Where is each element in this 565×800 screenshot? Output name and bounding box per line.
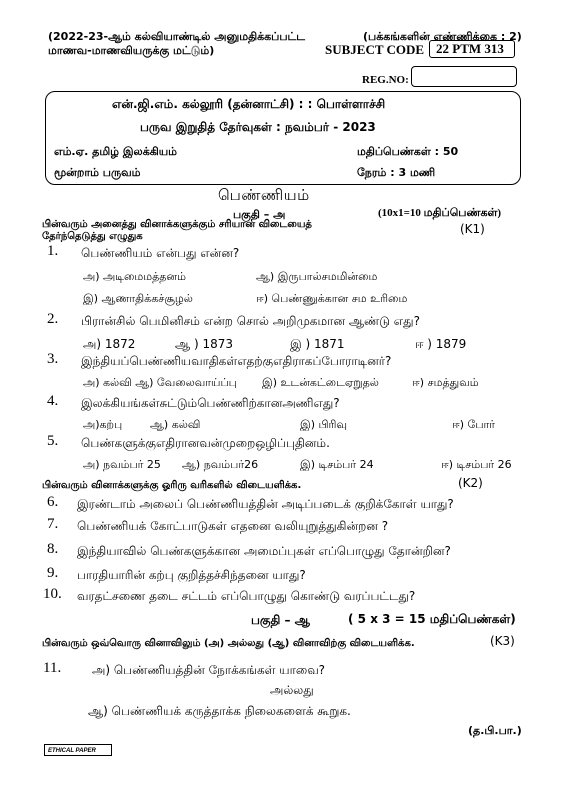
question-number: 1. [47, 243, 59, 259]
option: இ) உடன்கட்டைஏறுதல் [262, 376, 379, 389]
option: ஆ) இருபால்சமமின்மை [256, 270, 378, 283]
option: ஆ) நவம்பர்26 [182, 458, 259, 471]
option: ஆ) கல்வி [150, 418, 201, 431]
part-b-title: பகுதி – ஆ [251, 613, 310, 627]
option: இ) டிசம்பர் 24 [300, 458, 374, 471]
option: ஈ ) 1879 [415, 337, 467, 351]
subject-code-box [429, 40, 515, 58]
header-left-line2: மாணவ-மாணவியருக்கு மட்டும்) [48, 44, 215, 57]
part-b-k-level: (K3) [490, 634, 515, 648]
exam-title: பருவ இறுதித் தேர்வுகள் : நவம்பர் - 2023 [140, 120, 376, 134]
max-marks: மதிப்பெண்கள் : 50 [357, 145, 459, 158]
question-text: இந்தியாவில் பெண்களுக்கான அமைப்புகள் எப்பொழுது தோன்றின? [77, 544, 451, 558]
question-text-option-b: ஆ) பெண்ணியக் கருத்தாக்க நிலைகளைக் கூறுக. [88, 704, 351, 718]
exam-duration: நேரம் : 3 மணி [357, 166, 436, 179]
question-text: இலக்கியங்கள்சுட்டும்பெண்ணிற்கானஅணிஎது? [81, 396, 340, 410]
part-a2-k-level: (K2) [458, 476, 483, 490]
reg-no-label: REG.NO: [362, 74, 409, 86]
please-turn-over: (த.பி.பா.) [468, 724, 522, 737]
part-a-title: பகுதி – அ [233, 208, 286, 221]
part-b-instruction: பின்வரும் ஒவ்வொரு வினாவிலும் (அ) அல்லது (ஆ) வினாவிற்கு விடையளிக்க. [42, 638, 415, 649]
option: இ ) 1871 [290, 337, 345, 351]
option: அ) கல்வி ஆ) வேலைவாய்ப்பு [83, 376, 237, 389]
option: இ) பிரிவு [300, 418, 347, 431]
option: அ) 1872 [83, 337, 136, 351]
option: ஈ) டிசம்பர் 26 [441, 458, 512, 471]
question-text: பிரான்சில் பெமினிசம் என்ற சொல் அறிமுகமான ஆண்டு எது? [81, 314, 420, 328]
part-b-marks: ( 5 x 3 = 15 மதிப்பெண்கள்) [348, 612, 516, 626]
option: ஈ) போர் [452, 418, 496, 431]
question-number: 11. [43, 660, 62, 676]
question-text: பெண்களுக்குஎதிரானவன்முறைஒழிப்புதினம். [81, 436, 330, 450]
option: அ)கற்பு [83, 418, 123, 431]
option: இ) ஆணாதிக்கச்சூழல் [83, 292, 193, 305]
option: ஆ ) 1873 [175, 337, 234, 351]
reg-no-box [411, 66, 517, 87]
part-a-instruction-line2: தேர்ந்தெடுத்து எழுதுக [42, 231, 143, 242]
course-name: எம்.ஏ. தமிழ் இலக்கியம் [54, 145, 178, 158]
part-a-marks: (10x1=10 மதிப்பெண்கள்) [378, 207, 502, 219]
question-number: 7. [47, 516, 59, 532]
question-text: வரதட்சணை தடை சட்டம் எப்பொழுது கொண்டு வரப்பட்டது? [77, 589, 416, 603]
option: ஈ) பெண்ணுக்கான சம உரிமை [256, 292, 408, 305]
part-a-instruction-line1: பின்வரும் அனைத்து வினாக்களுக்கும் சரியான விடையைத் [42, 219, 312, 230]
question-text: இரண்டாம் அலைப் பெண்ணியத்தின் அடிப்படைக் குறிக்கோள் யாது? [77, 497, 454, 511]
question-number: 5. [47, 433, 59, 449]
option: அ) அடிமைமத்தனம் [83, 270, 186, 283]
question-number: 2. [47, 311, 59, 327]
header-left-line1: (2022-23-ஆம் கல்வியாண்டில் அனுமதிக்கப்பட்ட [48, 30, 306, 43]
option: அ) நவம்பர் 25 [83, 458, 161, 471]
question-number: 8. [47, 541, 59, 557]
question-text: பெண்ணியம் என்பது என்ன? [81, 246, 240, 260]
question-number: 3. [47, 351, 59, 367]
semester: மூன்றாம் பருவம் [54, 166, 141, 179]
paper-title: பெண்ணியம் [218, 186, 310, 204]
question-text-option-a: அ) பெண்ணியத்தின் நோக்கங்கள் யாவை? [92, 663, 326, 677]
or-separator: அல்லது [270, 683, 314, 697]
question-text: பாரதியாரின் கற்பு குறித்தச்சிந்தனை யாது? [77, 568, 306, 582]
ethical-paper-stamp: ETHICAL PAPER [44, 744, 112, 756]
subject-code-label: SUBJECT CODE [325, 42, 425, 57]
exam-info-box [45, 91, 521, 185]
part-a2-instruction: பின்வரும் வினாக்களுக்கு ஓரிரு வரிகளில் விடையளிக்க. [42, 480, 302, 491]
question-number: 6. [47, 494, 59, 510]
subject-code: 22 PTM 313 [436, 41, 504, 56]
question-number: 4. [47, 393, 59, 409]
question-number: 10. [43, 586, 62, 602]
page-count: (பக்கங்களின் எண்ணிக்கை : 2) [363, 30, 522, 43]
question-text: பெண்ணியக் கோட்பாடுகள் எதனை வலியுறுத்துகின்றன ? [77, 519, 389, 533]
option: ஈ) சமத்துவம் [412, 376, 479, 389]
college-name: என்.ஜி.எம். கல்லூரி (தன்னாட்சி) : : பொள்ளாச்சி [112, 97, 386, 111]
part-a-k-level: (K1) [460, 222, 485, 236]
question-text: இந்தியப்பெண்ணியவாதிகள்எதற்குஎதிராகப்போராடினர்? [81, 354, 392, 368]
question-number: 9. [47, 565, 59, 581]
